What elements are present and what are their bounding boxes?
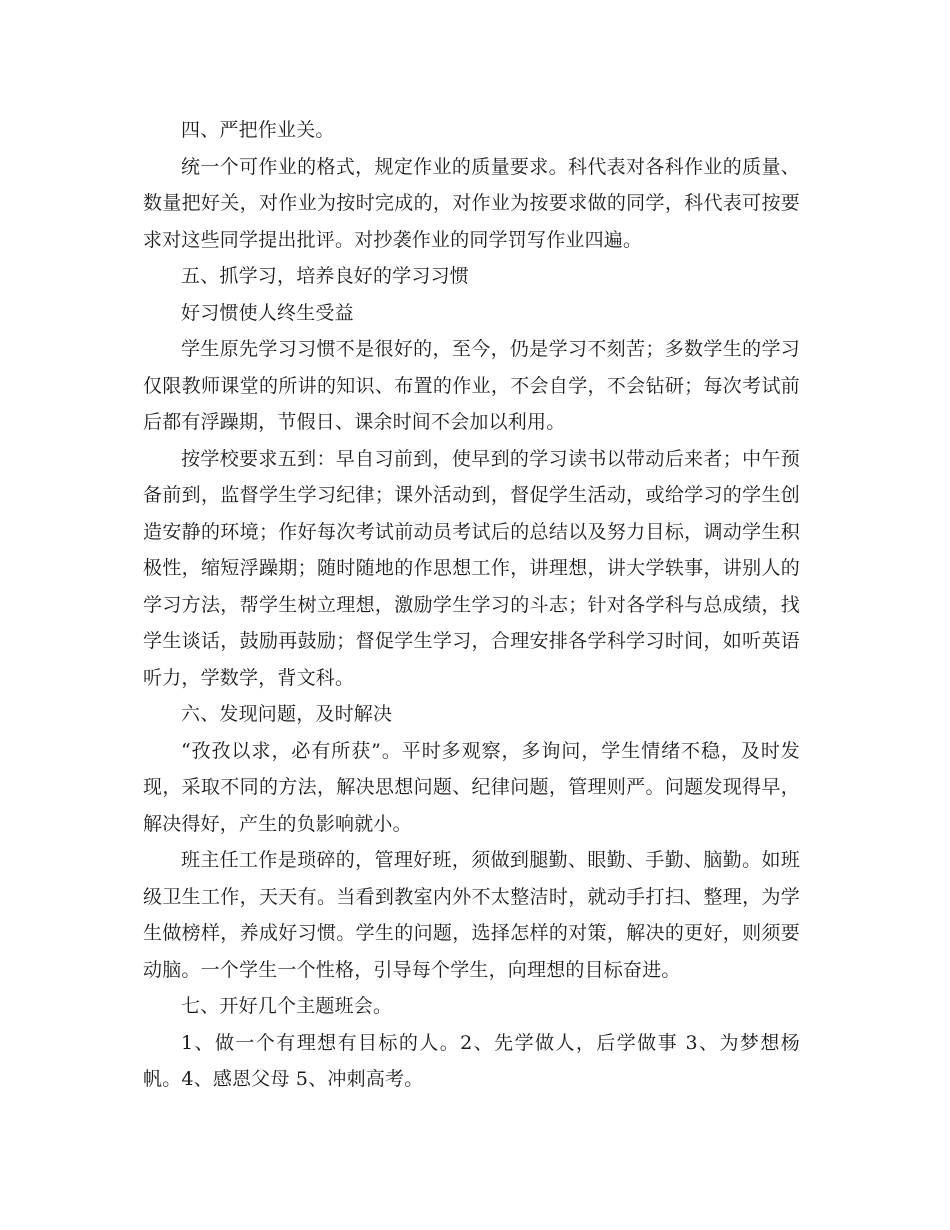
paragraph-observe-problems: “孜孜以求，必有所获”。平时多观察，多询问，学生情绪不稳，及时发现，采取不同的方法，解决思想问题、纪律问题，管理则严。问题发现得早，解决得好，产生的负影响就小。: [143, 739, 800, 835]
section-heading-5: 五、抓学习，培养良好的学习习惯: [181, 265, 470, 287]
document-page: [143, 112, 800, 1098]
paragraph-homework-rules: 统一个可作业的格式，规定作业的质量要求。科代表对各科作业的质量、数量把好关，对作业为按时完成的，对作业为按要求做的同学，科代表可按要求对这些同学提出批评。对抄袭作业的同学罚写作业四遍。: [143, 155, 800, 251]
paragraph-school-requirements: 按学校要求五到：早自习前到，使早到的学习读书以带动后来者；中午预备前到，监督学生学习纪律；课外活动到，督促学生活动，或给学习的学生创造安静的环境；作好每次考试前动员考试后的总结以及努力目标，调动学生积极性，缩短浮躁期；随时随地的作思想工作，讲理想，讲大学轶事，讲别人的学习方法，帮学生树立理想，激励学生学习的斗志；针对各学科与总成绩，找学生谈话，鼓励再鼓励；督促学生学习，合理安排各学科学习时间，如听英语听力，学数学，背文科。: [143, 447, 800, 689]
section-heading-7: 七、开好几个主题班会。: [181, 995, 393, 1017]
paragraph-good-habits: 好习惯使人终生受益: [181, 301, 354, 324]
section-heading-4: 四、严把作业关。: [181, 119, 335, 141]
paragraph-study-habits: 学生原先学习习惯不是很好的，至今，仍是学习不刻苦；多数学生的学习仅限教师课堂的所讲的知识、布置的作业，不会自学，不会钻研；每次考试前后都有浮躁期，节假日、课余时间不会加以利用。: [143, 338, 800, 433]
paragraph-theme-meetings: 1、做一个有理想有目标的人。2、先学做人，后学做事 3、为梦想杨帆。4、感恩父母 5、冲刺高考。: [143, 1031, 800, 1090]
paragraph-class-teacher-work: 班主任工作是琐碎的，管理好班，须做到腿勤、眼勤、手勤、脑勤。如班级卫生工作，天天有。当看到教室内外不太整洁时，就动手打扫、整理，为学生做榜样，养成好习惯。学生的问题，选择怎样的对策，解决的更好，则须要动脑。一个学生一个性格，引导每个学生，向理想的目标奋进。: [143, 849, 800, 981]
section-heading-6: 六、发现问题，及时解决: [181, 703, 393, 725]
